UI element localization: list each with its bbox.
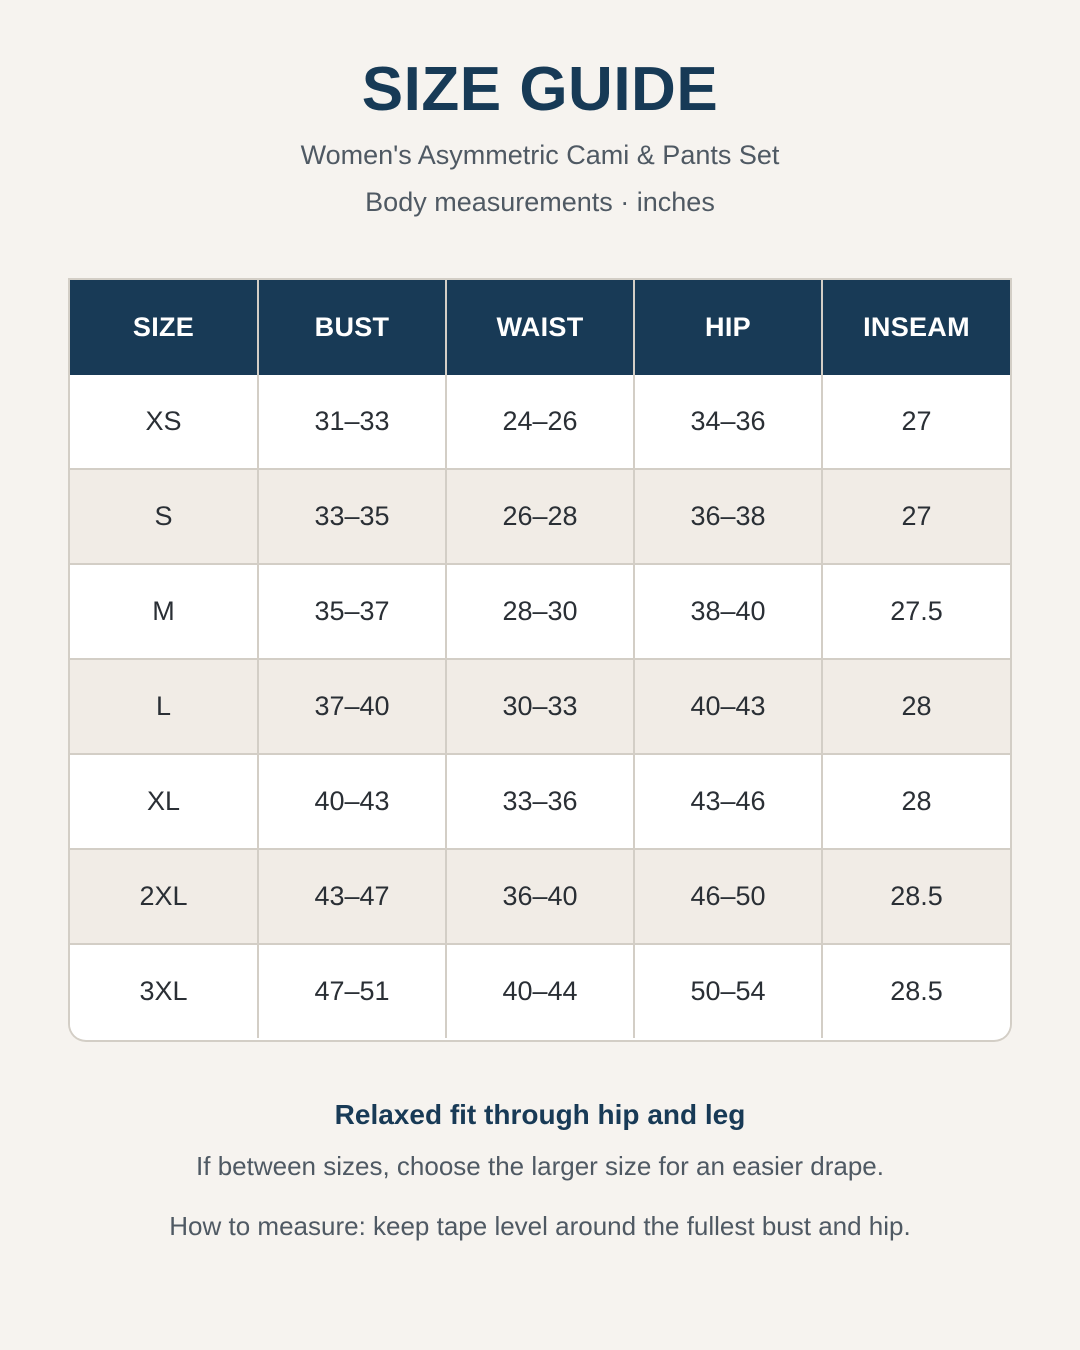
bust-cell: 31–33 xyxy=(258,375,446,469)
measuring-tip: How to measure: keep tape level around the fullest bust and hip. xyxy=(169,1211,911,1241)
inseam-cell: 28.5 xyxy=(822,849,1010,944)
inseam-cell: 27.5 xyxy=(822,564,1010,659)
bust-cell: 33–35 xyxy=(258,469,446,564)
hip-cell: 40–43 xyxy=(634,659,822,754)
table-row xyxy=(70,469,1010,564)
hip-cell: 36–38 xyxy=(634,469,822,564)
hip-cell: 50–54 xyxy=(634,944,822,1038)
size-cell: S xyxy=(70,469,258,564)
bust-cell: 35–37 xyxy=(258,564,446,659)
table-header-row xyxy=(70,280,1010,375)
waist-cell: 28–30 xyxy=(446,564,634,659)
waist-cell: 26–28 xyxy=(446,469,634,564)
measurement-units: Body measurements · inches xyxy=(365,187,715,217)
size-table-container xyxy=(70,280,1010,1040)
waist-cell: 40–44 xyxy=(446,944,634,1038)
waist-cell: 30–33 xyxy=(446,659,634,754)
table-row xyxy=(70,659,1010,754)
inseam-cell: 28 xyxy=(822,754,1010,849)
bust-cell: 37–40 xyxy=(258,659,446,754)
table-row xyxy=(70,375,1010,469)
inseam-cell: 27 xyxy=(822,375,1010,469)
table-row xyxy=(70,754,1010,849)
bust-cell: 40–43 xyxy=(258,754,446,849)
hip-cell: 46–50 xyxy=(634,849,822,944)
table-row xyxy=(70,849,1010,944)
table-row xyxy=(70,944,1010,1038)
page-title: SIZE GUIDE xyxy=(361,55,719,124)
waist-cell: 24–26 xyxy=(446,375,634,469)
size-cell: 3XL xyxy=(70,944,258,1038)
column-header-size: SIZE xyxy=(70,280,258,375)
inseam-cell: 28 xyxy=(822,659,1010,754)
product-subtitle: Women's Asymmetric Cami & Pants Set xyxy=(300,140,780,170)
size-cell: L xyxy=(70,659,258,754)
bust-cell: 43–47 xyxy=(258,849,446,944)
hip-cell: 43–46 xyxy=(634,754,822,849)
bust-cell: 47–51 xyxy=(258,944,446,1038)
size-cell: 2XL xyxy=(70,849,258,944)
column-header-inseam: INSEAM xyxy=(822,280,1010,375)
waist-cell: 36–40 xyxy=(446,849,634,944)
column-header-waist: WAIST xyxy=(446,280,634,375)
waist-cell: 33–36 xyxy=(446,754,634,849)
size-cell: M xyxy=(70,564,258,659)
sizing-tip: If between sizes, choose the larger size for an easier drape. xyxy=(196,1151,884,1181)
size-cell: XL xyxy=(70,754,258,849)
column-header-bust: BUST xyxy=(258,280,446,375)
hip-cell: 34–36 xyxy=(634,375,822,469)
inseam-cell: 28.5 xyxy=(822,944,1010,1038)
column-header-hip: HIP xyxy=(634,280,822,375)
table-row xyxy=(70,564,1010,659)
fit-note-heading: Relaxed fit through hip and leg xyxy=(334,1099,746,1130)
size-table xyxy=(70,280,1010,1038)
inseam-cell: 27 xyxy=(822,469,1010,564)
size-cell: XS xyxy=(70,375,258,469)
hip-cell: 38–40 xyxy=(634,564,822,659)
